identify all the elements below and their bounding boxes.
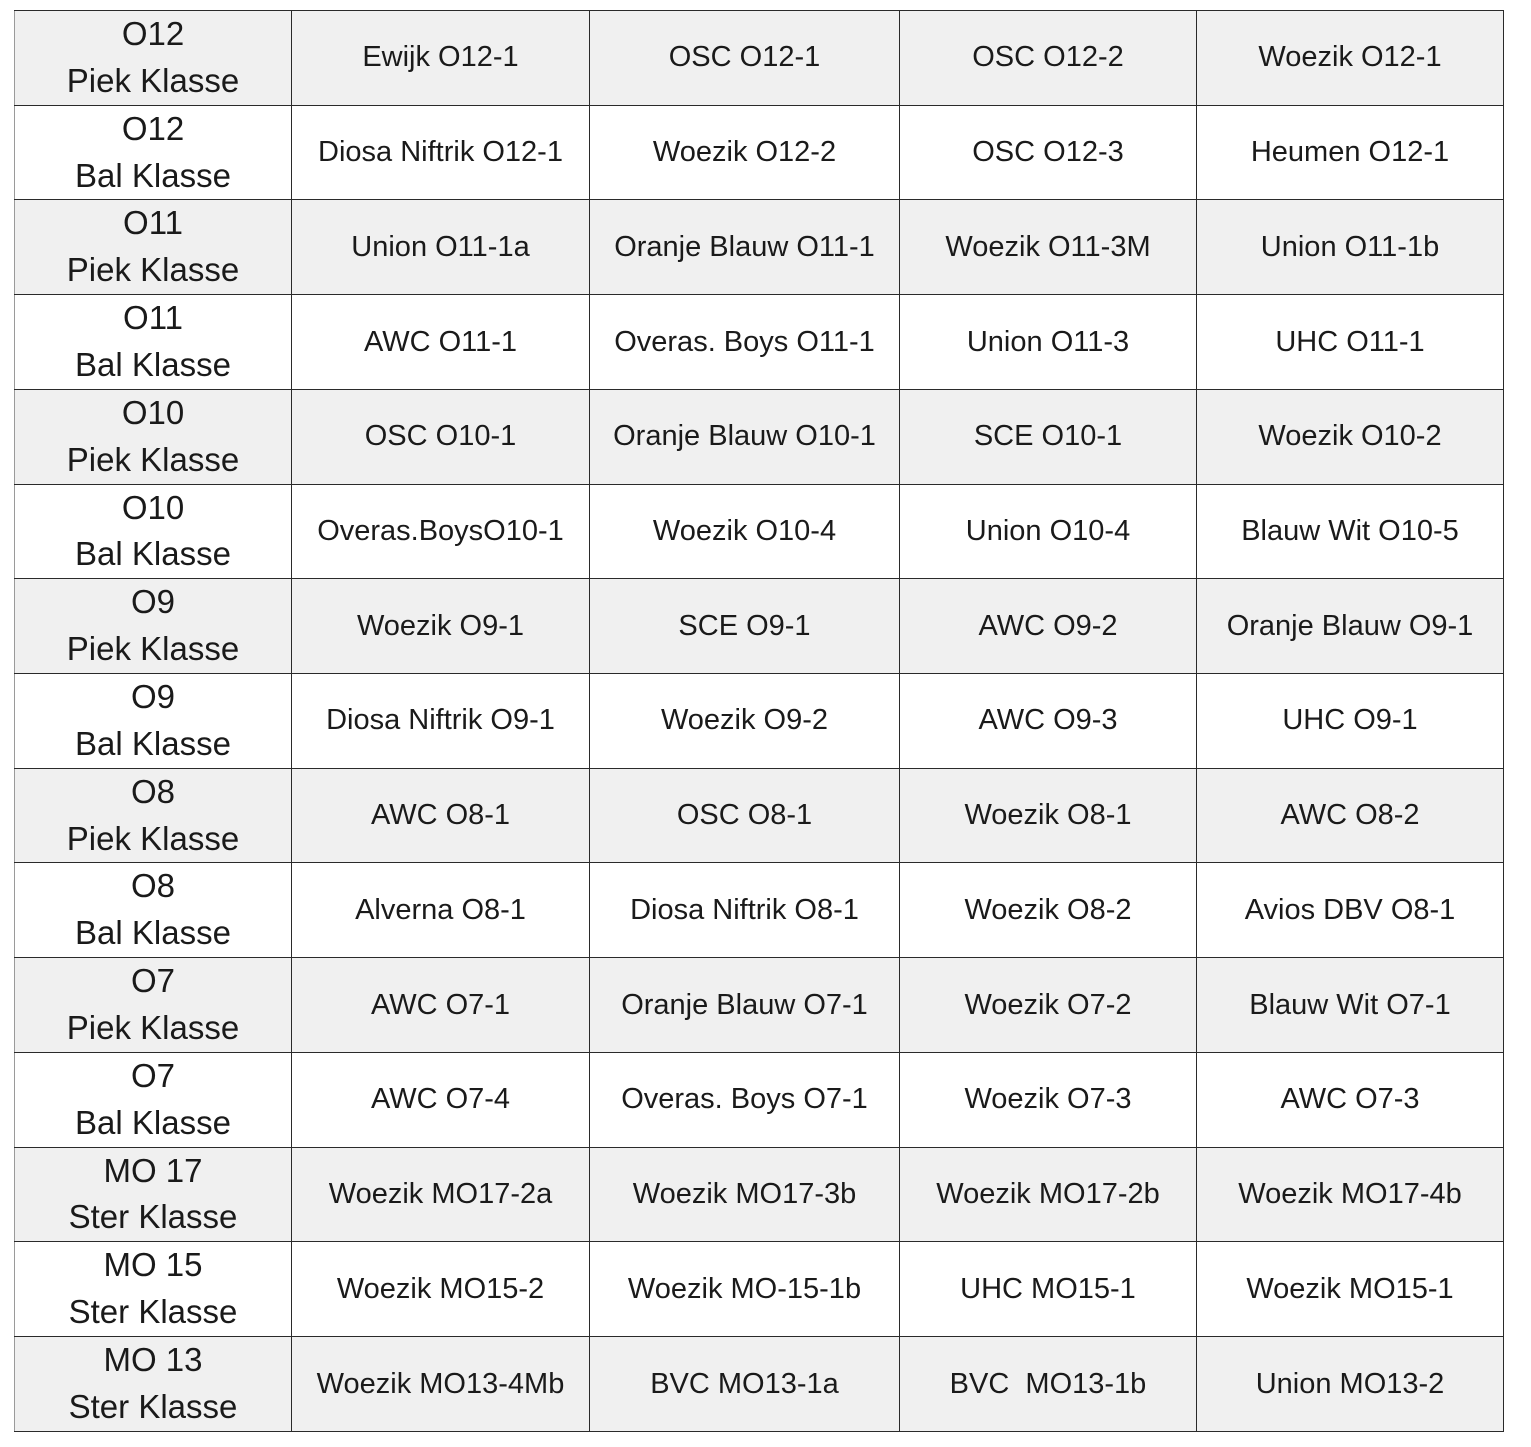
klasse-label: Piek Klasse <box>66 1009 240 1047</box>
table-row <box>15 1242 1504 1337</box>
category-cell <box>15 768 292 863</box>
team-cell: SCE O10-1 <box>900 389 1197 484</box>
table-row <box>15 958 1504 1053</box>
team-cell: UHC O11-1 <box>1197 295 1504 390</box>
category-cell <box>15 1337 292 1432</box>
team-cell: Ewijk O12-1 <box>292 11 590 106</box>
team-cell: Union MO13-2 <box>1197 1337 1504 1432</box>
team-cell: Woezik O10-4 <box>590 484 900 579</box>
team-cell: Woezik MO17-3b <box>590 1147 900 1242</box>
team-cell: AWC O7-3 <box>1197 1052 1504 1147</box>
team-cell: Overas. Boys O7-1 <box>590 1052 900 1147</box>
table-row <box>15 295 1504 390</box>
table-row <box>15 389 1504 484</box>
team-cell: Oranje Blauw O10-1 <box>590 389 900 484</box>
age-group-label: O9 <box>130 678 176 716</box>
team-cell: Oranje Blauw O9-1 <box>1197 579 1504 674</box>
age-group-label: MO 15 <box>103 1246 203 1284</box>
team-cell: Woezik O11-3M <box>900 200 1197 295</box>
team-cell: Woezik O7-3 <box>900 1052 1197 1147</box>
category-cell <box>15 958 292 1053</box>
age-group-label: O12 <box>121 109 185 147</box>
team-cell: SCE O9-1 <box>590 579 900 674</box>
team-cell: AWC O7-1 <box>292 958 590 1053</box>
team-cell: Woezik O10-2 <box>1197 389 1504 484</box>
klasse-label: Piek Klasse <box>66 61 240 99</box>
team-cell: Union O10-4 <box>900 484 1197 579</box>
team-cell: Woezik MO13-4Mb <box>292 1337 590 1432</box>
team-cell: Woezik O9-2 <box>590 674 900 769</box>
klasse-label: Piek Klasse <box>66 440 240 478</box>
klasse-label: Ster Klasse <box>68 1387 238 1425</box>
klasse-label: Ster Klasse <box>68 1198 238 1236</box>
age-group-label: MO 17 <box>103 1151 203 1189</box>
team-cell: Oranje Blauw O7-1 <box>590 958 900 1053</box>
team-cell: UHC MO15-1 <box>900 1242 1197 1337</box>
team-cell: Diosa Niftrik O9-1 <box>292 674 590 769</box>
klasse-label: Bal Klasse <box>75 535 231 573</box>
poule-table-body <box>15 11 1504 1432</box>
team-cell: Union O11-1a <box>292 200 590 295</box>
table-row <box>15 863 1504 958</box>
age-group-label: O10 <box>121 488 185 526</box>
table-row <box>15 11 1504 106</box>
team-cell: Woezik MO17-2a <box>292 1147 590 1242</box>
category-cell <box>15 11 292 106</box>
team-cell: Overas.BoysO10-1 <box>292 484 590 579</box>
klasse-label: Bal Klasse <box>75 156 231 194</box>
table-row <box>15 1337 1504 1432</box>
category-cell <box>15 295 292 390</box>
team-cell: OSC O10-1 <box>292 389 590 484</box>
team-cell: Woezik MO17-4b <box>1197 1147 1504 1242</box>
team-cell: Woezik O8-1 <box>900 768 1197 863</box>
klasse-label: Bal Klasse <box>75 1103 231 1141</box>
team-cell: Blauw Wit O7-1 <box>1197 958 1504 1053</box>
team-cell: Woezik O12-1 <box>1197 11 1504 106</box>
team-cell: AWC O8-1 <box>292 768 590 863</box>
poule-table <box>14 10 1504 1432</box>
klasse-label: Piek Klasse <box>66 819 240 857</box>
team-cell: UHC O9-1 <box>1197 674 1504 769</box>
age-group-label: O10 <box>121 393 185 431</box>
table-row <box>15 1147 1504 1242</box>
team-cell: Woezik MO15-2 <box>292 1242 590 1337</box>
team-cell: Woezik O7-2 <box>900 958 1197 1053</box>
age-group-label: O8 <box>130 772 176 810</box>
team-cell: Alverna O8-1 <box>292 863 590 958</box>
klasse-label: Piek Klasse <box>66 630 240 668</box>
team-cell: Woezik O8-2 <box>900 863 1197 958</box>
team-cell: Diosa Niftrik O12-1 <box>292 105 590 200</box>
team-cell: BVC MO13-1a <box>590 1337 900 1432</box>
table-row <box>15 674 1504 769</box>
team-cell: AWC O7-4 <box>292 1052 590 1147</box>
table-row <box>15 1052 1504 1147</box>
category-cell <box>15 200 292 295</box>
age-group-label: MO 13 <box>103 1341 203 1379</box>
age-group-label: O7 <box>130 962 176 1000</box>
table-row <box>15 105 1504 200</box>
category-cell <box>15 484 292 579</box>
age-group-label: O12 <box>121 15 185 52</box>
category-cell <box>15 105 292 200</box>
team-cell: Woezik O12-2 <box>590 105 900 200</box>
team-cell: Oranje Blauw O11-1 <box>590 200 900 295</box>
table-row <box>15 579 1504 674</box>
team-cell: OSC O8-1 <box>590 768 900 863</box>
team-cell: AWC O11-1 <box>292 295 590 390</box>
team-cell: Woezik MO15-1 <box>1197 1242 1504 1337</box>
klasse-label: Bal Klasse <box>75 346 231 384</box>
age-group-label: O9 <box>130 583 176 621</box>
team-cell: OSC O12-2 <box>900 11 1197 106</box>
age-group-label: O11 <box>123 204 183 242</box>
category-cell <box>15 579 292 674</box>
team-cell: Overas. Boys O11-1 <box>590 295 900 390</box>
team-cell: Avios DBV O8-1 <box>1197 863 1504 958</box>
team-cell: AWC O9-2 <box>900 579 1197 674</box>
klasse-label: Bal Klasse <box>75 914 231 952</box>
category-cell <box>15 389 292 484</box>
table-row <box>15 200 1504 295</box>
team-cell: OSC O12-3 <box>900 105 1197 200</box>
team-cell: BVC MO13-1b <box>900 1337 1197 1432</box>
table-row <box>15 484 1504 579</box>
age-group-label: O11 <box>123 299 183 337</box>
category-cell <box>15 1147 292 1242</box>
klasse-label: Ster Klasse <box>68 1293 238 1331</box>
team-cell: OSC O12-1 <box>590 11 900 106</box>
age-group-label: O7 <box>130 1056 176 1094</box>
team-cell: AWC O8-2 <box>1197 768 1504 863</box>
category-cell <box>15 674 292 769</box>
klasse-label: Bal Klasse <box>75 724 231 762</box>
age-group-label: O8 <box>130 867 176 905</box>
team-cell: Blauw Wit O10-5 <box>1197 484 1504 579</box>
team-cell: Woezik O9-1 <box>292 579 590 674</box>
team-cell: Woezik MO-15-1b <box>590 1242 900 1337</box>
team-cell: Woezik MO17-2b <box>900 1147 1197 1242</box>
table-row <box>15 768 1504 863</box>
team-cell: Union O11-3 <box>900 295 1197 390</box>
team-cell: Union O11-1b <box>1197 200 1504 295</box>
team-cell: Heumen O12-1 <box>1197 105 1504 200</box>
team-cell: AWC O9-3 <box>900 674 1197 769</box>
team-cell: Diosa Niftrik O8-1 <box>590 863 900 958</box>
category-cell <box>15 1052 292 1147</box>
category-cell <box>15 863 292 958</box>
category-cell <box>15 1242 292 1337</box>
klasse-label: Piek Klasse <box>66 251 240 289</box>
